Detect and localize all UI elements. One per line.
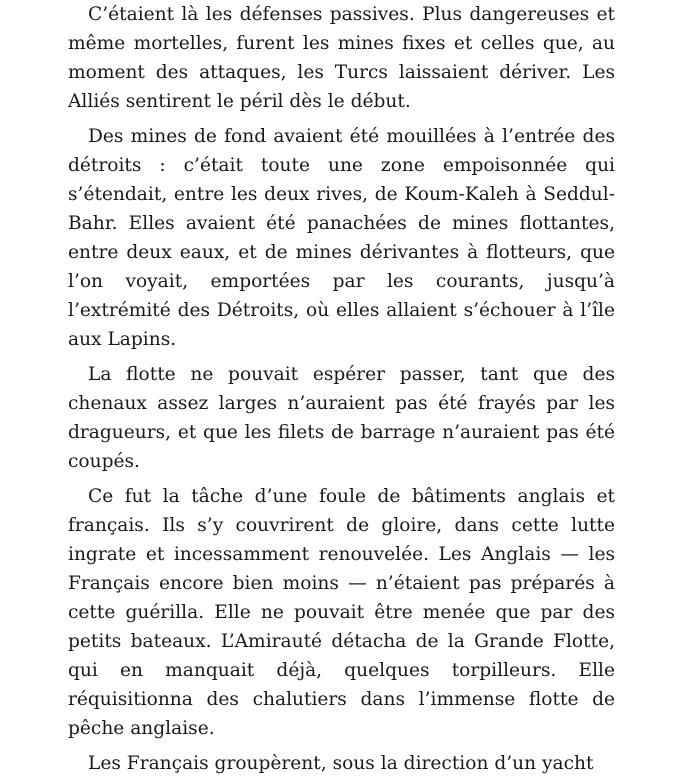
paragraph-3: La flotte ne pouvait espérer passer, tant que des chenaux assez larges n’auraient pas été frayés par les dragueurs, et que les filets de barrage n’auraient pas été coupés.: [68, 364, 615, 472]
paragraph-2: Des mines de fond avaient été mouillées à l’entrée des détroits : c’était toute une zone empoisonnée qui s’étendait, entre les deux rives, de Koum-Kaleh à Seddul-Bahr. Elles avaient été panachées de mines flottantes, entre deux eaux, et de mines dérivantes à flotteurs, que l’on voyait, emportées par les courants, jusqu’à l’extrémité des Détroits, où elles allaient s’échouer à l’île aux Lapins.: [68, 126, 615, 350]
paragraph-5: Les Français groupèrent, sous la direction d’un yacht: [88, 753, 594, 774]
paragraph-1: C’étaient là les défenses passives. Plus dangereuses et même mortelles, furent les mines fixes et celles que, au moment des attaques, les Turcs laissaient dériver. Les Alliés sentirent le péril dès le début.: [68, 4, 615, 112]
paragraph-4: Ce fut la tâche d’une foule de bâtiments anglais et français. Ils s’y couvrirent de gloire, dans cette lutte ingrate et incessamment renouvelée. Les Anglais — les Français encore bien moins — n’étaient pas préparés à cette guérilla. Elle ne pouvait être menée que par des petits bateaux. L’Amirauté détacha de la Grande Flotte, qui en manquait déjà, quelques torpilleurs. Elle réquisitionna des chalutiers dans l’immense flotte de pêche anglaise.: [68, 486, 615, 739]
document-page: [68, 0, 615, 784]
